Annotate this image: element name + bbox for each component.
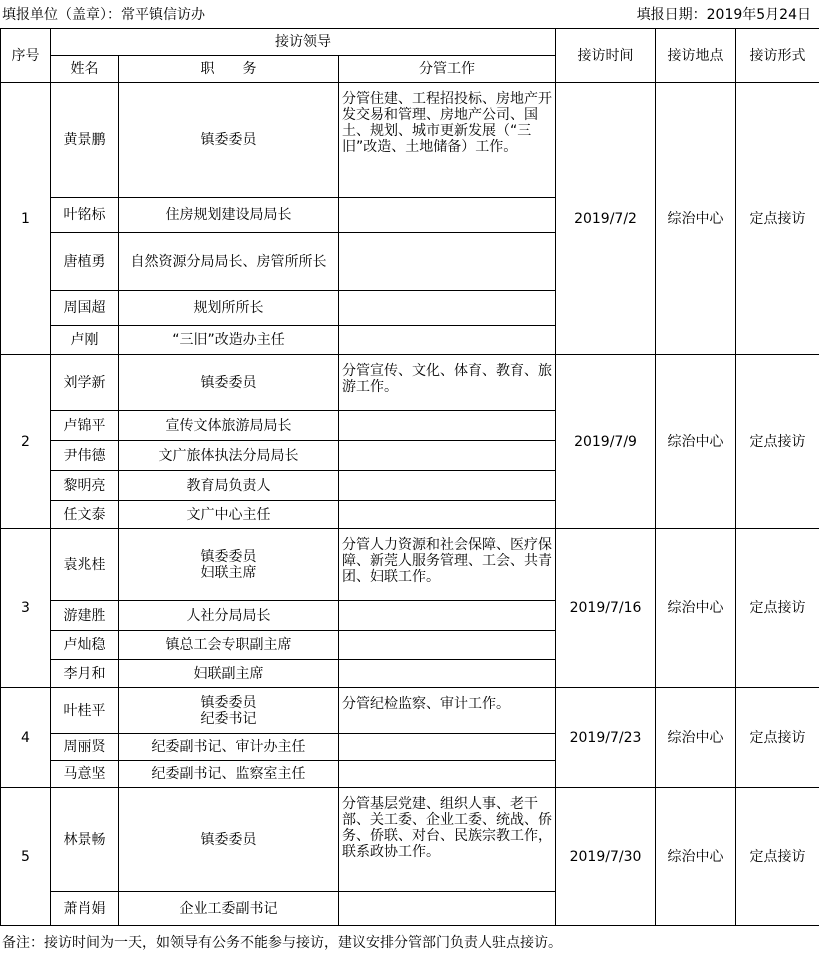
reception-place: 综治中心 — [656, 529, 736, 688]
reception-form: 定点接访 — [736, 788, 819, 926]
reception-place: 综治中心 — [656, 688, 736, 788]
reception-time: 2019/7/30 — [556, 788, 656, 926]
reception-form: 定点接访 — [736, 529, 819, 688]
leader-duty — [339, 471, 556, 501]
reception-place: 综治中心 — [656, 355, 736, 529]
leader-duty — [339, 601, 556, 631]
reception-form: 定点接访 — [736, 83, 819, 355]
leader-position: 宣传文体旅游局局长 — [119, 411, 339, 441]
reception-form: 定点接访 — [736, 688, 819, 788]
reception-time: 2019/7/2 — [556, 83, 656, 355]
leader-position: 镇委委员 — [119, 788, 339, 892]
header-position: 职 务 — [119, 56, 339, 83]
leader-name: 萧肖娟 — [51, 892, 119, 926]
leader-name: 叶铭标 — [51, 198, 119, 233]
leader-duty: 分管住建、工程招投标、房地产开发交易和管理、房地产公司、国土、规划、城市更新发展（“三旧”改造、土地储备）工作。 — [339, 83, 556, 198]
leader-duty — [339, 233, 556, 291]
leader-duty: 分管宣传、文化、体育、教育、旅游工作。 — [339, 355, 556, 411]
leader-duty — [339, 411, 556, 441]
group-seq: 3 — [1, 529, 51, 688]
reception-time: 2019/7/23 — [556, 688, 656, 788]
leader-name: 尹伟德 — [51, 441, 119, 471]
leader-name: 马意坚 — [51, 761, 119, 788]
reception-place: 综治中心 — [656, 788, 736, 926]
leader-duty: 分管人力资源和社会保障、医疗保障、新莞人服务管理、工会、共青团、妇联工作。 — [339, 529, 556, 601]
leader-position: 文广旅体执法分局局长 — [119, 441, 339, 471]
leader-name: 叶桂平 — [51, 688, 119, 734]
table-row — [1, 688, 819, 734]
leader-position: 镇委委员 纪委书记 — [119, 688, 339, 734]
leader-name: 卢锦平 — [51, 411, 119, 441]
header-duty: 分管工作 — [339, 56, 556, 83]
header-form: 接访形式 — [736, 29, 819, 83]
header-place: 接访地点 — [656, 29, 736, 83]
reception-time: 2019/7/16 — [556, 529, 656, 688]
leader-name: 袁兆桂 — [51, 529, 119, 601]
leader-position: 纪委副书记、审计办主任 — [119, 734, 339, 761]
leader-position: 纪委副书记、监察室主任 — [119, 761, 339, 788]
table-row — [1, 83, 819, 198]
leader-duty — [339, 761, 556, 788]
leader-duty: 分管纪检监察、审计工作。 — [339, 688, 556, 734]
leader-duty — [339, 501, 556, 529]
leader-position: 妇联副主席 — [119, 660, 339, 688]
leader-name: 周国超 — [51, 291, 119, 326]
leader-name: 刘学新 — [51, 355, 119, 411]
leader-name: 林景畅 — [51, 788, 119, 892]
leader-position: 人社分局局长 — [119, 601, 339, 631]
leader-position: 企业工委副书记 — [119, 892, 339, 926]
leader-name: 游建胜 — [51, 601, 119, 631]
leader-position: 镇委委员 — [119, 355, 339, 411]
leader-duty — [339, 291, 556, 326]
group-seq: 1 — [1, 83, 51, 355]
leader-duty — [339, 660, 556, 688]
leader-duty — [339, 734, 556, 761]
header-seq: 序号 — [1, 29, 51, 83]
leader-duty — [339, 631, 556, 660]
reception-time: 2019/7/9 — [556, 355, 656, 529]
group-seq: 5 — [1, 788, 51, 926]
leader-position: 规划所所长 — [119, 291, 339, 326]
reception-schedule-table — [0, 28, 819, 926]
header-leaders: 接访领导 — [51, 29, 556, 56]
leader-position: 文广中心主任 — [119, 501, 339, 529]
leader-name: 卢刚 — [51, 326, 119, 355]
leader-name: 唐植勇 — [51, 233, 119, 291]
leader-name: 李月和 — [51, 660, 119, 688]
leader-name: 黎明亮 — [51, 471, 119, 501]
table-row — [1, 355, 819, 411]
footnote: 备注：接访时间为一天，如领导有公务不能参与接访，建议安排分管部门负责人驻点接访。 — [2, 935, 562, 951]
leader-position: 自然资源分局局长、房管所所长 — [119, 233, 339, 291]
leader-name: 黄景鹏 — [51, 83, 119, 198]
leader-name: 周丽贤 — [51, 734, 119, 761]
table-row — [1, 529, 819, 601]
reporting-date: 填报日期：2019年5月24日 — [636, 7, 811, 23]
group-seq: 2 — [1, 355, 51, 529]
leader-position: “三旧”改造办主任 — [119, 326, 339, 355]
header-name: 姓名 — [51, 56, 119, 83]
leader-name: 任文泰 — [51, 501, 119, 529]
leader-name: 卢灿稳 — [51, 631, 119, 660]
leader-position: 镇委委员 — [119, 83, 339, 198]
leader-duty — [339, 326, 556, 355]
leader-duty — [339, 198, 556, 233]
reporting-unit: 填报单位（盖章）：常平镇信访办 — [2, 7, 205, 23]
group-seq: 4 — [1, 688, 51, 788]
reception-form: 定点接访 — [736, 355, 819, 529]
reception-place: 综治中心 — [656, 83, 736, 355]
header-time: 接访时间 — [556, 29, 656, 83]
leader-duty: 分管基层党建、组织人事、老干部、关工委、企业工委、统战、侨务、侨联、对台、民族宗教工作，联系政协工作。 — [339, 788, 556, 892]
leader-position: 住房规划建设局局长 — [119, 198, 339, 233]
leader-position: 镇委委员 妇联主席 — [119, 529, 339, 601]
leader-position: 镇总工会专职副主席 — [119, 631, 339, 660]
leader-duty — [339, 441, 556, 471]
leader-position: 教育局负责人 — [119, 471, 339, 501]
leader-duty — [339, 892, 556, 926]
table-row — [1, 788, 819, 892]
